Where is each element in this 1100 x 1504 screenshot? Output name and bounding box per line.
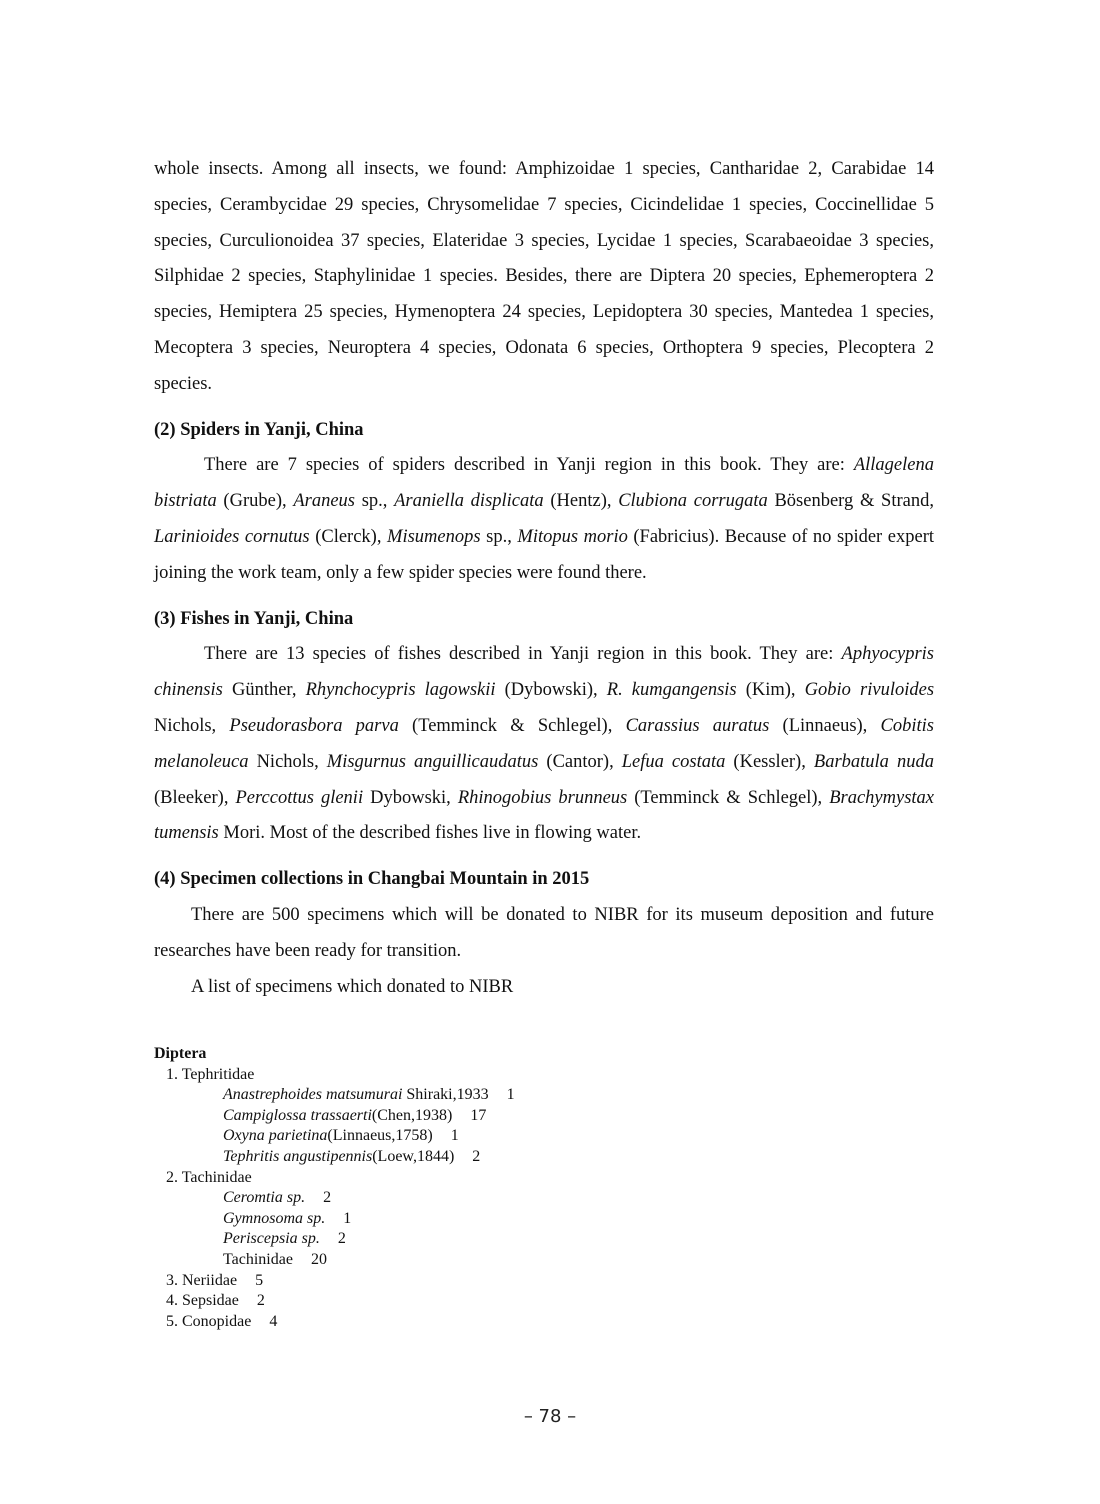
fishes-paragraph: There are 13 species of fishes described in Yanji region in this book. They are: Aphyocypris chinensis Günther, Rhynchocypris lagowskii (Dybowski), R. kumgangensis (Kim), Gobio rivuloides Nichols, Pseudorasbora parva (Temminck & Schlegel), Carassius auratus (Linnaeus), Cobitis melanoleuca Nichols, Misgurnus anguillicaudatus (Cantor), Lefua costata (Kessler), Barbatula nuda (Bleeker), Perccottus glenii Dybowski, Rhinogobius brunneus (Temminck & Schlegel), Brachymystax tumensis Mori. Most of the described fishes live in flowing water. bbox=[154, 644, 935, 844]
family-neriidae: 3. Neriidae 5 bbox=[166, 1271, 264, 1289]
insects-paragraph: whole insects. Among all insects, we found: Amphizoidae 1 species, Cantharidae 2, Carabidae 14 species, Cerambycidae 29 species, Chrysomelidae 7 species, Cicindelidae 1 species, Coccinellidae 5 species, Curculionoidea 37 species, Elateridae 3 species, Lycidae 1 species, Scarabaeoidae 3 species, Silphidae 2 species, Staphylinidae 1 species. Besides, there are Diptera 20 species, Ephemeroptera 2 species, Hemiptera 25 species, Hymenoptera 24 species, Lepidoptera 30 species, Mantedea 1 species, Mecoptera 3 species, Neuroptera 4 species, Odonata 6 species, Orthoptera 9 species, Plecoptera 2 species. bbox=[154, 159, 934, 394]
family-sepsidae: 4. Sepsidae 2 bbox=[166, 1292, 265, 1310]
list-item: Tephritis angustipennis(Loew,1844) 2 bbox=[223, 1147, 481, 1165]
list-item: Ceromtia sp. 2 bbox=[223, 1189, 332, 1207]
list-item: Tachinidae 20 bbox=[223, 1250, 327, 1268]
list-item: Campiglossa trassaerti(Chen,1938) 17 bbox=[223, 1106, 487, 1124]
order-diptera: Diptera bbox=[154, 1045, 207, 1062]
page-number: – 78 – bbox=[523, 1406, 577, 1427]
list-item: Anastrephoides matsumurai Shiraki,1933 1 bbox=[223, 1086, 515, 1104]
specimen-list bbox=[154, 1044, 754, 1332]
page-content bbox=[154, 152, 934, 1005]
list-item: Oxyna parietina(Linnaeus,1758) 1 bbox=[223, 1127, 459, 1145]
family-tephritidae: 1. Tephritidae bbox=[166, 1065, 255, 1083]
fishes-heading: (3) Fishes in Yanji, China bbox=[154, 608, 354, 629]
list-item: Periscepsia sp. 2 bbox=[223, 1230, 346, 1248]
family-tachinidae: 2. Tachinidae bbox=[166, 1168, 252, 1186]
specimen-paragraph: There are 500 specimens which will be donated to NIBR for its museum deposition and future researches have been ready for transition. bbox=[154, 904, 934, 961]
spiders-heading: (2) Spiders in Yanji, China bbox=[154, 419, 364, 440]
list-item: Gymnosoma sp. 1 bbox=[223, 1209, 352, 1227]
family-conopidae: 5. Conopidae 4 bbox=[166, 1312, 278, 1330]
spiders-paragraph: There are 7 species of spiders described in Yanji region in this book. They are: Allagelena bistriata (Grube), Araneus sp., Araniella displicata (Hentz), Clubiona corrugata Bösenberg & Strand, Larinioides cornutus (Clerck), Misumenops sp., Mitopus morio (Fabricius). Because of no spider expert joining the work team, only a few spider species were found there. bbox=[154, 455, 935, 583]
list-intro: A list of specimens which donated to NIBR bbox=[191, 976, 514, 997]
specimen-heading: (4) Specimen collections in Changbai Mountain in 2015 bbox=[154, 869, 590, 890]
